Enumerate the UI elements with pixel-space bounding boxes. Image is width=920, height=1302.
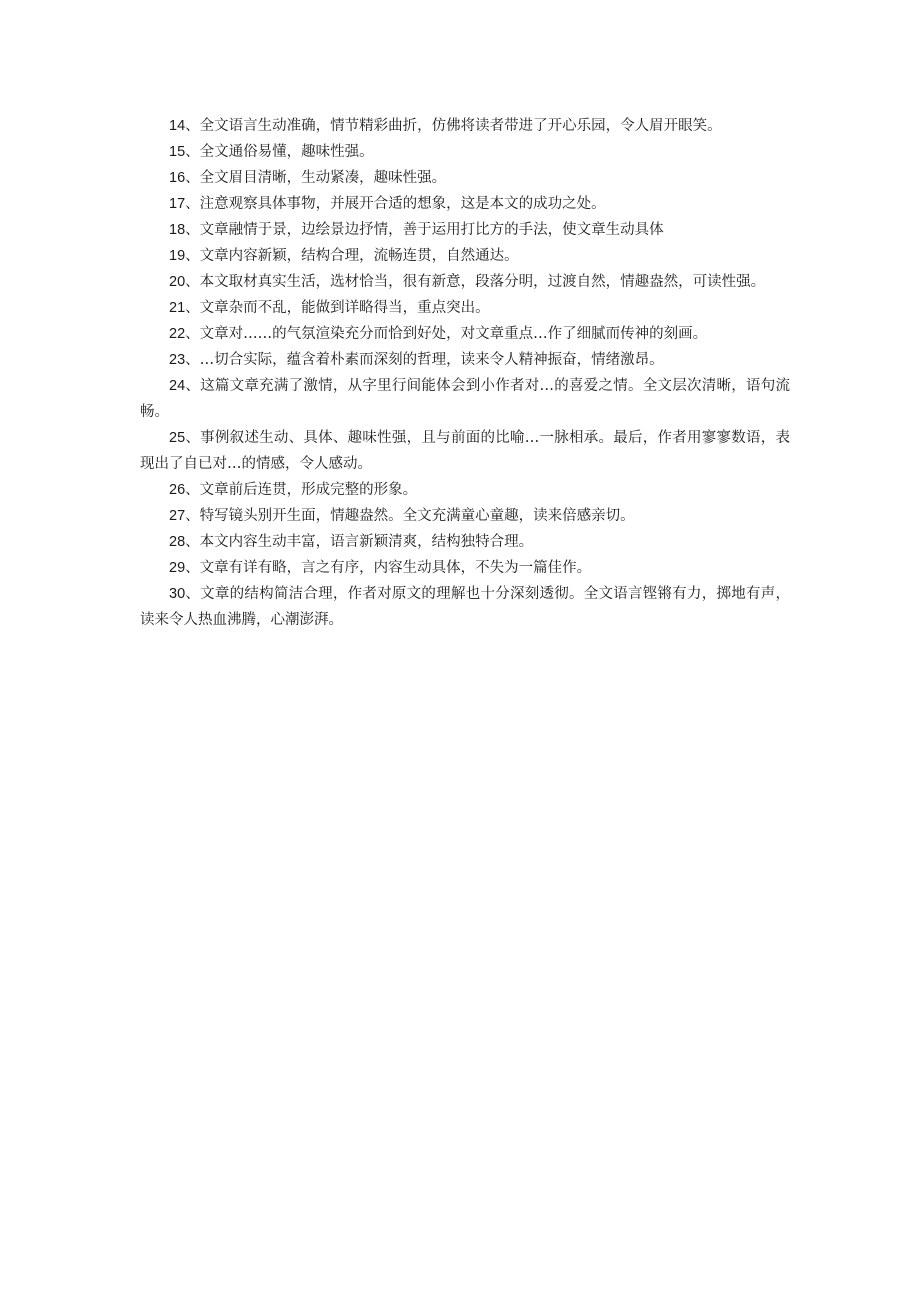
item-number: 16: [169, 170, 186, 186]
item-text: 、事例叙述生动、具体、趣味性强，且与前面的比喻…一脉相承。最后，作者用寥寥数语，表现出了自已对…的情感，令人感动。: [140, 430, 790, 472]
item-text: 、这篇文章充满了激情，从字里行间能体会到小作者对…的喜爱之情。全文层次清晰，语句流畅。: [140, 378, 790, 420]
list-item: [140, 191, 790, 217]
item-number: 19: [169, 248, 186, 264]
list-item: [140, 581, 790, 633]
item-text: 、特写镜头别开生面，情趣盎然。全文充满童心童趣，读来倍感亲切。: [185, 508, 635, 524]
list-item: [140, 217, 790, 243]
list-item: [140, 347, 790, 373]
item-number: 24: [169, 378, 186, 394]
list-item: [140, 269, 790, 295]
item-number: 30: [169, 586, 186, 602]
item-text: 、文章融情于景，边绘景边抒情，善于运用打比方的手法，使文章生动具体: [185, 222, 664, 238]
item-number: 26: [169, 482, 186, 498]
item-text: 、文章前后连贯，形成完整的形象。: [185, 482, 418, 498]
item-number: 28: [169, 534, 186, 550]
list-item: [140, 477, 790, 503]
item-number: 14: [169, 118, 186, 134]
item-text: 、文章对……的气氛渲染充分而恰到好处，对文章重点…作了细腻而传神的刻画。: [185, 326, 708, 342]
list-item: [140, 529, 790, 555]
item-number: 18: [169, 222, 186, 238]
item-number: 29: [169, 560, 186, 576]
comment-list: [140, 113, 790, 633]
item-text: 、全文通俗易懂，趣味性强。: [185, 144, 374, 160]
list-item: [140, 503, 790, 529]
list-item: [140, 139, 790, 165]
list-item: [140, 295, 790, 321]
item-text: 、文章的结构简洁合理，作者对原文的理解也十分深刻透彻。全文语言铿锵有力，掷地有声，读来令人热血沸腾，心潮澎湃。: [140, 586, 790, 628]
item-text: 、本文内容生动丰富，语言新颖清爽，结构独特合理。: [185, 534, 534, 550]
list-item: [140, 425, 790, 477]
list-item: [140, 113, 790, 139]
item-number: 20: [169, 274, 186, 290]
item-number: 22: [169, 326, 186, 342]
item-text: 、文章有详有略，言之有序，内容生动具体，不失为一篇佳作。: [185, 560, 592, 576]
item-number: 17: [169, 196, 186, 212]
list-item: [140, 243, 790, 269]
item-number: 23: [169, 352, 186, 368]
list-item: [140, 321, 790, 347]
item-number: 25: [169, 430, 186, 446]
item-text: 、全文眉目清晰，生动紧凑，趣味性强。: [185, 170, 447, 186]
item-number: 21: [169, 300, 186, 316]
item-number: 27: [169, 508, 186, 524]
item-text: 、…切合实际，蕴含着朴素而深刻的哲理，读来令人精神振奋，情绪激昂。: [185, 352, 664, 368]
item-text: 、文章杂而不乱，能做到详略得当，重点突出。: [185, 300, 490, 316]
list-item: [140, 555, 790, 581]
item-text: 、全文语言生动准确，情节精彩曲折，仿佛将读者带进了开心乐园，令人眉开眼笑。: [185, 118, 722, 134]
item-text: 、文章内容新颖，结构合理，流畅连贯，自然通达。: [185, 248, 519, 264]
list-item: [140, 373, 790, 425]
list-item: [140, 165, 790, 191]
item-text: 、注意观察具体事物，并展开合适的想象，这是本文的成功之处。: [185, 196, 606, 212]
item-number: 15: [169, 144, 186, 160]
item-text: 、本文取材真实生活，选材恰当，很有新意，段落分明，过渡自然，情趣盎然，可读性强。: [185, 274, 766, 290]
